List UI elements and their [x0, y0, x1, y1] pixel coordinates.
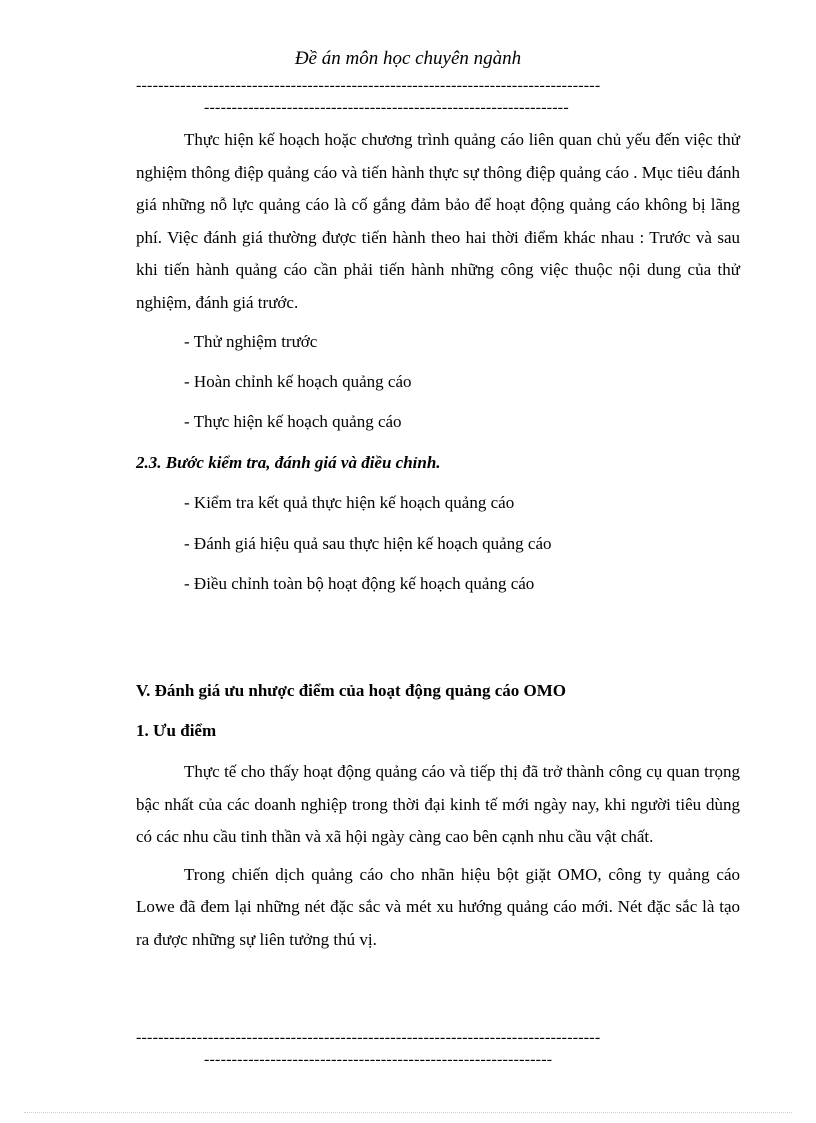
page-header-title: Đề án môn học chuyên ngành [294, 48, 522, 69]
section-1-paragraph: Thực hiện kế hoạch hoặc chương trình quảng cáo liên quan chủ yếu đến việc thử nghiệm thông điệp quảng cáo và tiến hành thực sự thông điệp quảng cáo . Mục tiêu đánh giá những nỗ lực quảng cáo là cố gắng đảm bảo để hoạt động quảng cáo không bị lãng phí. Việc đánh giá thường được tiến hành theo hai thời điểm khác nhau : Trước và sau khi tiến hành quảng cáo cần phải tiến hành những công việc thuộc nội dung của thử nghiệm, đánh giá trước. [136, 130, 740, 312]
footer-rule-2: --------------------------------------------------------------- [204, 1052, 553, 1068]
header-rule-2: ------------------------------------------------------------------ [204, 100, 569, 116]
section-1-body [136, 124, 740, 319]
list-item-check-results: - Kiểm tra kết quả thực hiện kế hoạch quảng cáo [184, 493, 515, 512]
header-rule-1: ------------------------------------------------------------------------------------ [136, 78, 601, 94]
list-item-adjust-activities: - Điều chỉnh toàn bộ hoạt động kế hoạch quảng cáo [184, 574, 535, 593]
section-5-subheading: 1. Ưu điểm [136, 721, 217, 740]
page-bottom-divider [24, 1112, 792, 1113]
list-item-complete-plan: - Hoàn chỉnh kế hoạch quảng cáo [184, 372, 412, 391]
list-item-evaluate-effectiveness: - Đánh giá hiệu quả sau thực hiện kế hoạch quảng cáo [184, 534, 552, 553]
list-item-execute-plan: - Thực hiện kế hoạch quảng cáo [184, 412, 402, 431]
section-2-3-heading: 2.3. Bước kiểm tra, đánh giá và điều chỉnh. [136, 453, 441, 472]
section-5-body [136, 756, 740, 956]
section-5-heading: V. Đánh giá ưu nhược điểm của hoạt động quảng cáo OMO [136, 681, 567, 700]
advantages-paragraph-2: Trong chiến dịch quảng cáo cho nhãn hiệu bột giặt OMO, công ty quảng cáo Lowe đã đem lại những nét đặc sắc và mét xu hướng quảng cáo mới. Nét đặc sắc là tạo ra được những sự liên tưởng thú vị. [136, 864, 740, 949]
footer-rule-1: ------------------------------------------------------------------------------------ [136, 1030, 601, 1046]
advantages-paragraph-1: Thực tế cho thấy hoạt động quảng cáo và tiếp thị đã trở thành công cụ quan trọng bậc nhất của các doanh nghiệp trong thời đại kinh tế mới ngày nay, khi người tiêu dùng có các nhu cầu tinh thần và xã hội ngày càng cao bên cạnh nhu cầu vật chất. [136, 762, 740, 846]
list-item-pretest: - Thử nghiệm trước [184, 332, 318, 351]
